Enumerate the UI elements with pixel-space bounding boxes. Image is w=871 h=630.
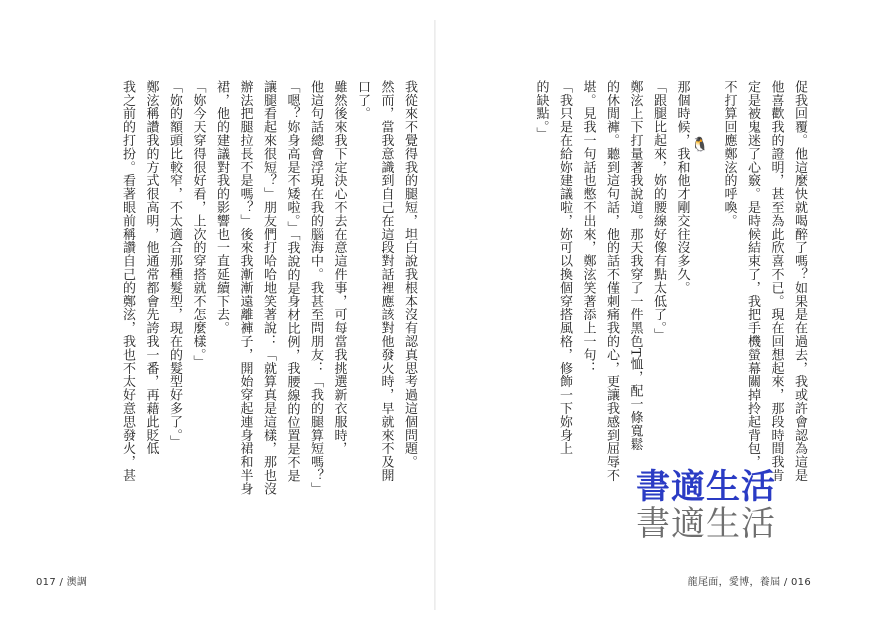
paragraph: 他這句話總會浮現在我的腦海中。我甚至問朋友：「我的腿算短嗎？」 bbox=[308, 80, 323, 496]
publisher-logo-secondary: 書適生活 bbox=[636, 504, 776, 544]
paragraph: 我從來不覺得我的腿短，坦白說我根本沒有認真思考過這個問題。 bbox=[402, 80, 417, 469]
page-gutter bbox=[434, 20, 436, 610]
left-page-footer: 017 / 澳調 bbox=[36, 577, 88, 588]
paragraph: 定是被鬼迷了心竅。是時候結束了，我把手機螢幕關掉拎起背包， bbox=[745, 80, 760, 469]
paragraph: 讓腿看起來很短？」朋友們打哈哈地笑著說：「就算真是這樣，那也沒 bbox=[261, 80, 276, 496]
paragraph: 辦法把腿拉長不是嗎？」後來我漸漸遠離褲子，開始穿起連身裙和半身 bbox=[237, 80, 253, 496]
paragraph: 「我只是在給妳建議啦，妳可以換個穿搭風格，修飾一下妳身上 bbox=[557, 80, 572, 456]
paragraph: 然而，當我意識到自己在這段對話裡應該對他發火時，早就來不及開 bbox=[378, 80, 394, 482]
paragraph: 我之前的打扮。看著眼前稱讚自己的鄭泫，我也不太好意思發火，甚 bbox=[120, 80, 135, 482]
paragraph: 「妳今天穿得很好看，上次的穿搭就不怎麼樣。」 bbox=[190, 80, 206, 369]
paragraph: 堪。見我一句話也憋不出來，鄭泫笑著添上一句： bbox=[580, 80, 596, 375]
paragraph: 他喜歡我的證明，甚至為此欣喜不已。現在回想起來，那段時間我肯 bbox=[768, 80, 784, 482]
paragraph: 的缺點。」 bbox=[533, 80, 549, 141]
left-page-text bbox=[41, 80, 421, 550]
paragraph: 的休閒褲。聽到這句話，他的話不僅刺痛我的心，更讓我感到屈辱不 bbox=[604, 80, 619, 482]
paragraph: 「嗯？妳身高是不矮啦。」「我說的是身材比例，我腰線的位置是不是 bbox=[284, 80, 300, 483]
paragraph: 「跟腿比起來，妳的腰線好像有點太低了。」 bbox=[651, 80, 666, 342]
paragraph: 那個時候，我和他才剛交往沒多久。 bbox=[674, 80, 690, 295]
right-page-footer: 龍尾面，愛博，養屆 / 016 bbox=[687, 577, 811, 588]
paragraph: 口了。 bbox=[355, 80, 370, 121]
paragraph: 雖然後來我下定決心不去在意這件事，可每當我挑選新衣服時， bbox=[331, 80, 347, 456]
paragraph: 促我回覆。他這麼快就喝醉了嗎？如果是在過去，我或許會認為這是 bbox=[792, 80, 807, 482]
paragraph: 「妳的額頭比較窄，不太適合那種髮型，現在的髮型好多了。」 bbox=[167, 80, 182, 449]
publisher-logo-primary: 書適生活 bbox=[636, 467, 776, 507]
paragraph: 不打算回應鄭泫的呼喚。 bbox=[721, 80, 737, 228]
paragraph: 鄭泫上下打量著我說道。那天我穿了一件黑色T恤，配一條寬鬆 bbox=[627, 80, 643, 451]
paragraph: 裙，他的建議對我的影響也一直延續下去。 bbox=[214, 80, 229, 335]
section-ornament-icon: 🐧 bbox=[691, 137, 709, 153]
paragraph: 鄭泫稱讚我的方式很高明，他通常都會先誇我一番，再藉此貶低 bbox=[143, 80, 159, 456]
